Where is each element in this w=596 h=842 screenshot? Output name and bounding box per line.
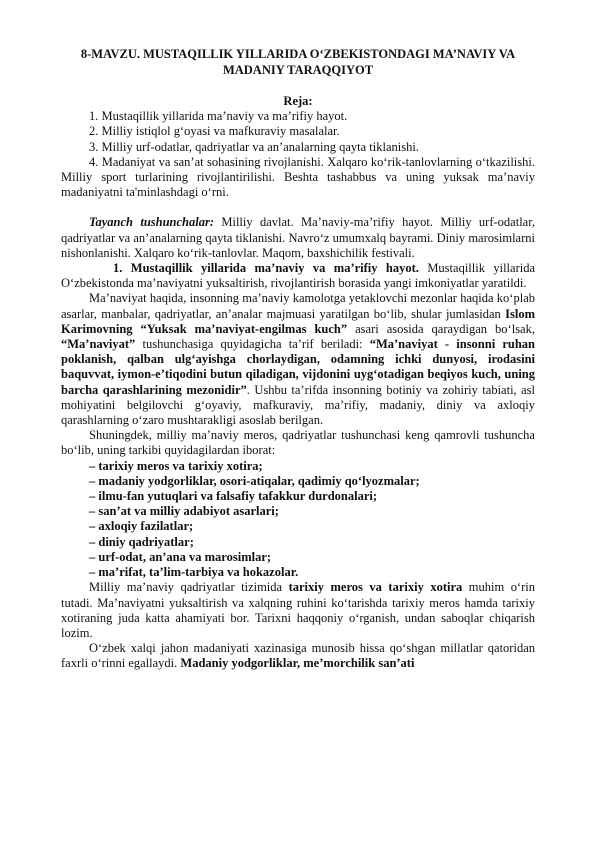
page-title: 8-MAVZU. MUSTAQILLIK YILLARIDA O‘ZBEKISTONDAGI MA’NAVIY VA MADANIY TARAQQIYOT xyxy=(80,47,516,77)
paragraph-text: asari asosida qaraydigan bo‘lsak, xyxy=(347,321,535,336)
plan-item: 2. Milliy istiqlol g‘oyasi va mafkuraviy masalalar. xyxy=(89,124,340,139)
document-page xyxy=(61,46,535,672)
plan-item: 1. Mustaqillik yillarida ma’naviy va ma’rifiy hayot. xyxy=(89,109,348,124)
spacer xyxy=(61,200,535,215)
heritage-list-item: – ilmu-fan yutuqlari va falsafiy tafakkur durdonalari; xyxy=(89,489,378,504)
heritage-list-item: – urf-odat, an’ana va marosimlar; xyxy=(89,549,272,564)
bold-phrase: Madaniy yodgorliklar, me’morchilik san’ati xyxy=(180,656,415,671)
section-1-heading: 1. Mustaqillik yillarida ma’naviy va ma’rifiy hayot. xyxy=(113,261,419,276)
definition-quote: “Ma’naviyat - insonni ruhan poklanish, qalban ulg‘ayishga chorlaydigan, odamning ichki dunyosi, irodasini baquvvat, iymon-e’tiqodini butun qiladigan, vijdonini uyg‘otadigan beqiyos kuch, uning barcha qarashlarining mezonidir” xyxy=(61,337,536,397)
heritage-list xyxy=(61,459,535,581)
plan-item: 4. Madaniyat va san’at sohasining rivojlanishi. Xalqaro ko‘rik-tanlovlarning o‘tkazilishi. Milliy sport turlarining rivojlantirilishi. Beshta tashabbus va uning yuksak ma’naviy madaniyatni ta'minlashdagi o‘rni. xyxy=(61,154,535,200)
book-reference: Islom Karimovning “Yuksak ma’naviyat-engilmas kuch” xyxy=(61,306,535,336)
paragraph-text: tushunchasiga quyidagicha ta’rif beriladi: xyxy=(135,337,370,352)
spirituality-definition-paragraph xyxy=(61,291,535,428)
heritage-list-item: – axloqiy fazilatlar; xyxy=(89,519,194,534)
heritage-list-item: – ma’rifat, ta’lim-tarbiya va hokazolar. xyxy=(89,565,299,580)
paragraph-text: Ma’naviyat haqida, insonning ma’naviy kamolotga yetaklovchi mezonlar haqida ko‘plab asarlar, manbalar, qadriyatlar, an’analar majmuasi yaratilgan bo‘lib, shular jumlasidan xyxy=(61,291,535,321)
plan-list xyxy=(61,109,535,200)
bold-phrase: tarixiy meros va tarixiy xotira xyxy=(288,580,463,595)
heritage-list-item: – madaniy yodgorliklar, osori-atiqalar, qadimiy qo‘lyozmalar; xyxy=(89,473,420,488)
heritage-list-item: – san’at va milliy adabiyot asarlari; xyxy=(89,504,279,519)
key-concepts-paragraph xyxy=(61,215,535,261)
heritage-list-item: – tarixiy meros va tarixiy xotira; xyxy=(89,458,263,473)
heritage-list-item: – diniy qadriyatlar; xyxy=(89,534,194,549)
plan-heading: Reja: xyxy=(283,94,313,108)
historical-memory-paragraph xyxy=(61,580,535,641)
heritage-intro-paragraph: Shuningdek, milliy ma’naviy meros, qadriyatlar tushunchasi keng qamrovli tushuncha bo‘lib, uning tarkibi quyidagilardan iborat: xyxy=(61,428,535,458)
world-culture-paragraph xyxy=(61,641,535,671)
term-spirituality: “Ma’naviyat” xyxy=(61,337,136,352)
paragraph-text: . Ushbu ta’rifda insonning botiniy va zohiriy tabiati, asl mohiyatini belgilovchi g‘oyaviy, mafkuraviy, ma’rifiy, madaniy, diniy va axloqiy qarashlarning o‘zaro mushtarakligi asoslab berilgan. xyxy=(61,382,535,428)
key-concepts-text: Milliy davlat. Ma’naviy-ma’rifiy hayot. Milliy urf-odatlar, qadriyatlar va an’analarning qayta tiklanishi. Navro‘z umumxalq bayrami. Diniy marosimlarni nishonlanishi. Xalqaro ko‘rik-tanlovlar. Maqom, baxshichilik festivali. xyxy=(61,215,535,260)
paragraph-text: Milliy ma’naviy qadriyatlar tizimida xyxy=(89,580,289,595)
section-1-text: Mustaqillik yillarida O‘zbekistonda ma’naviyatni yuksaltirish, rivojlantirish borasida yangi imkoniyatlar yaratildi. xyxy=(61,261,535,291)
section-1-paragraph xyxy=(61,261,535,291)
paragraph-text: O‘zbek xalqi jahon madaniyati xazinasiga munosib hissa qo‘shgan millatlar qatoridan faxrli o‘rinni egallaydi. xyxy=(61,641,535,671)
plan-item: 3. Milliy urf-odatlar, qadriyatlar va an’analarning qayta tiklanishi. xyxy=(89,139,419,154)
paragraph-text: muhim o‘rin tutadi. Ma’naviyatni yuksaltirish va xalqning ruhini ko‘tarishda tarixiy meros hamda tarixiy xotiraning juda katta ahamiyati bor. Tarixni haqqoniy o‘rganish, undan saboqlar chiqarish lozim. xyxy=(61,580,535,640)
key-concepts-label: Tayanch tushunchalar: xyxy=(89,215,214,230)
